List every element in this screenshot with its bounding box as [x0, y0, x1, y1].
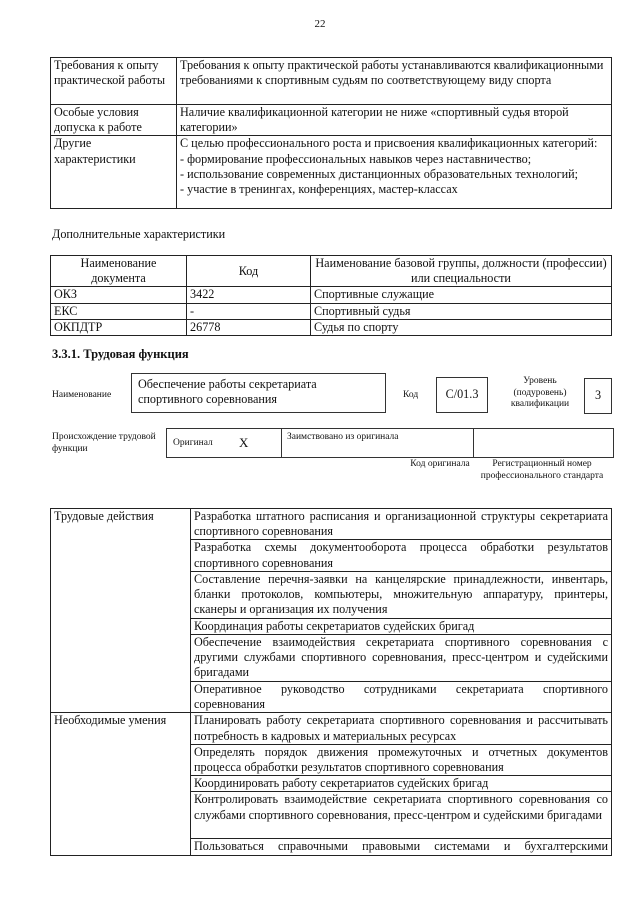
code-label: Код — [403, 390, 419, 400]
skill-item: Планировать работу секретариата спортивного соревнования и рассчитывать потребность в кадровых и материальных ресурсах — [191, 713, 612, 744]
original-mark: X — [239, 435, 249, 450]
row-label: Другие характеристики — [51, 136, 177, 209]
row-value — [177, 136, 612, 209]
reg-caption: Регистрационный номер профессионального стандарта — [480, 459, 604, 481]
function-code: C/01.3 — [436, 377, 488, 413]
borrowed-label: Заимствовано из оригинала — [287, 432, 399, 442]
extra-title: Дополнительные характеристики — [52, 227, 226, 241]
table-row — [51, 303, 612, 319]
origin-box — [166, 428, 614, 458]
skill-item: Координировать работу секретариатов судейских бригад — [191, 776, 612, 792]
table-row — [51, 136, 612, 209]
table-cell: ЕКС — [51, 303, 187, 319]
table-cell: ОКЗ — [51, 287, 187, 303]
row-label: Особые условия допуска к работе — [51, 105, 177, 136]
extra-table — [50, 255, 612, 336]
actions-label: Трудовые действия — [51, 509, 191, 713]
skill-item: Определять порядок движения промежуточных и отчетных документов процесса обработки результатов спортивного соревнования — [191, 744, 612, 775]
action-item: Разработка схемы документооборота процесса обработки результатов спортивного соревнования — [191, 540, 612, 571]
table-cell: Судья по спорту — [311, 319, 612, 335]
origin-divider — [281, 429, 282, 457]
characteristic-line: - участие в тренингах, конференциях, мастер-классах — [180, 182, 458, 197]
column-header: Наименование базовой группы, должности (профессии) или специальности — [311, 256, 612, 287]
function-name: Обеспечение работы секретариата спортивного соревнования — [131, 373, 386, 413]
table-cell: - — [187, 303, 311, 319]
characteristic-line: С целью профессионального роста и присвоения квалификационных категорий: — [180, 136, 598, 151]
action-item: Обеспечение взаимодействия секретариата спортивного соревнования с другими службами спортивного соревнования, пресс-центром и судейскими бригадами — [191, 635, 612, 682]
table-cell: 26778 — [187, 319, 311, 335]
table-row — [51, 58, 612, 105]
table-cell: Спортивные служащие — [311, 287, 612, 303]
page-number: 22 — [314, 18, 326, 30]
characteristic-line: - использование современных дистанционных образовательных технологий; — [180, 166, 579, 181]
requirements-table — [50, 57, 612, 209]
skill-item: Пользоваться справочными правовыми системами и бухгалтерскими — [191, 839, 612, 855]
row-value: Требования к опыту практической работы устанавливаются квалификационными требованиями к спортивным судьям по соответствующему виду спорта — [177, 58, 612, 105]
origin-label: Происхождение трудовой функции — [52, 432, 156, 454]
column-header: Наименование документа — [51, 256, 187, 287]
characteristic-line: - формирование профессиональных навыков через наставничество; — [180, 151, 532, 166]
action-item: Оперативное руководство сотрудниками секретариата спортивного соревнования — [191, 682, 612, 713]
table-row — [51, 713, 612, 744]
action-item: Составление перечня-заявки на канцелярские принадлежности, инвентарь, бланки протоколов, компьютеры, множительную аппаратуру, принтеры, сканеры и организация их получения — [191, 571, 612, 618]
table-row — [51, 319, 612, 335]
table-row — [51, 105, 612, 136]
functions-table — [50, 508, 612, 856]
table-row — [51, 287, 612, 303]
level-label: Уровень (подуровень) квалификации — [510, 376, 570, 409]
table-cell: ОКПДТР — [51, 319, 187, 335]
section-title: 3.3.1. Трудовая функция — [52, 347, 189, 361]
skill-item: Контролировать взаимодействие секретариата спортивного соревнования со службами спортивного соревнования, пресс-центром и судейскими бригадами — [191, 792, 612, 839]
level-value: 3 — [584, 378, 612, 414]
action-item: Координация работы секретариатов судейских бригад — [191, 618, 612, 634]
table-row — [51, 509, 612, 540]
column-header: Код — [187, 256, 311, 287]
table-cell: 3422 — [187, 287, 311, 303]
table-header-row — [51, 256, 612, 287]
row-label: Требования к опыту практической работы — [51, 58, 177, 105]
code-caption: Код оригинала — [410, 459, 470, 469]
original-label: Оригинал — [173, 438, 213, 448]
name-label: Наименование — [52, 390, 112, 400]
origin-divider — [473, 429, 474, 457]
skills-label: Необходимые умения — [51, 713, 191, 855]
action-item: Разработка штатного расписания и организационной структуры секретариата спортивного соревнования — [191, 509, 612, 540]
row-value: Наличие квалификационной категории не ниже «спортивный судья второй категории» — [177, 105, 612, 136]
table-cell: Спортивный судья — [311, 303, 612, 319]
